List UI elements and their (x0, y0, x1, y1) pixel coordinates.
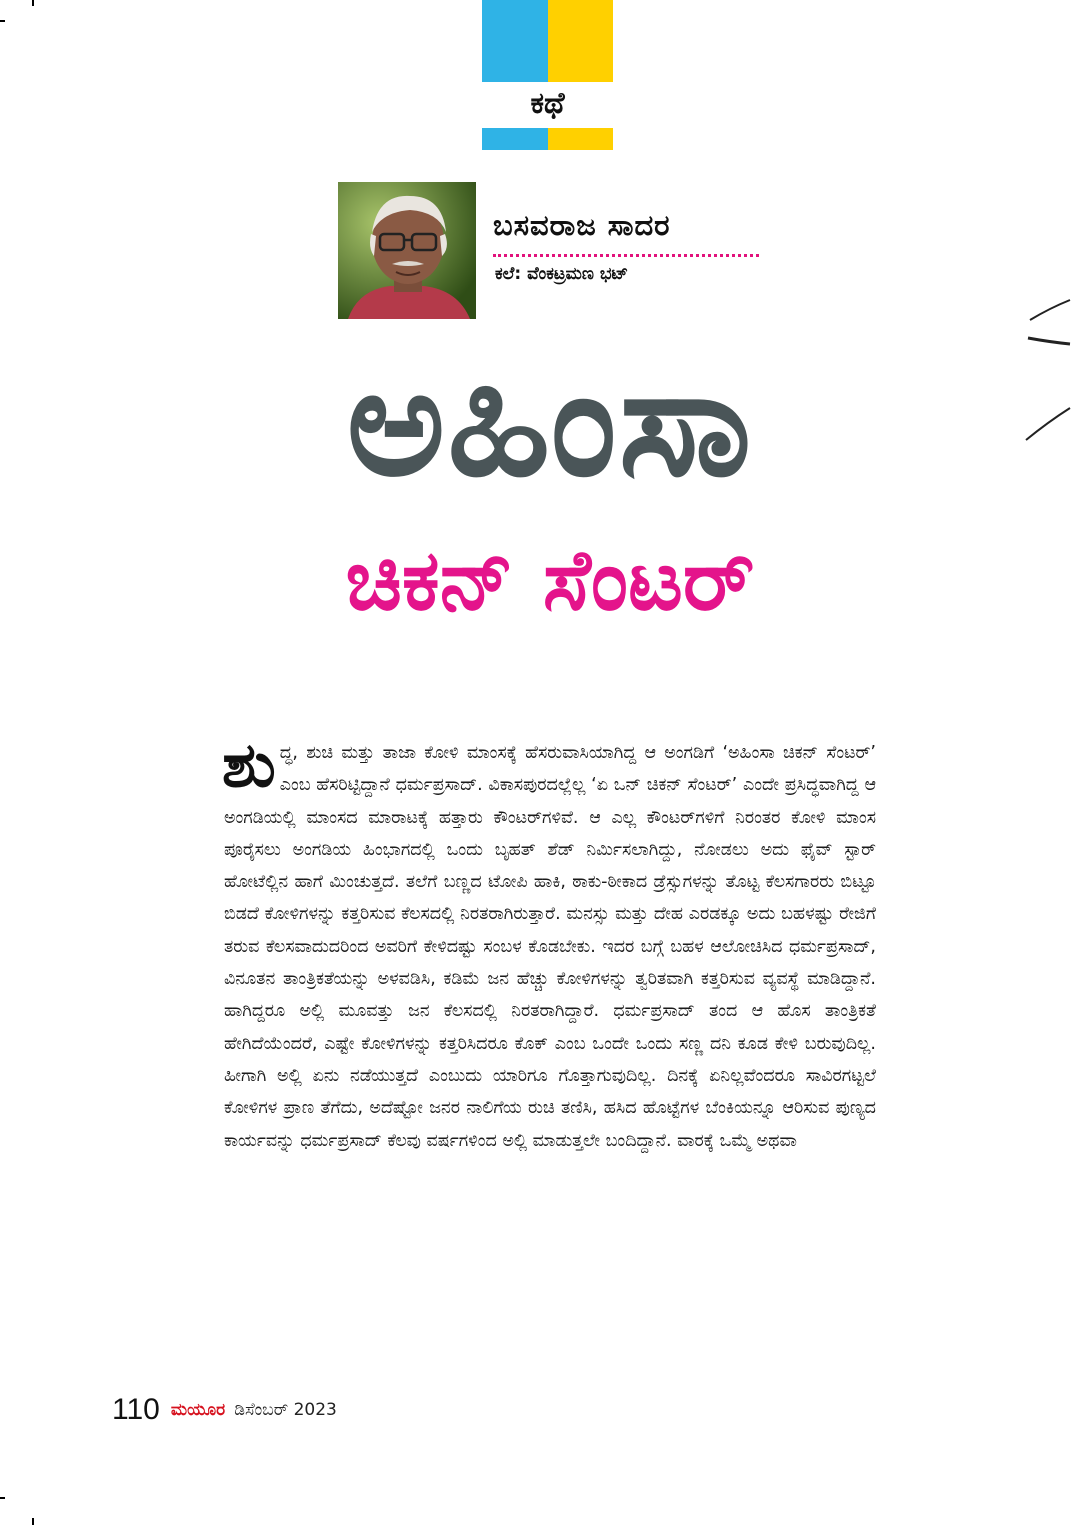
magazine-logo: ಮಯೂರ (170, 1400, 226, 1420)
crop-mark-top-left (0, 20, 5, 22)
crop-mark-bottom-left (0, 1497, 5, 1499)
story-subtitle: ಚಿಕನ್ ಸೆಂಟರ್ (345, 531, 755, 629)
article-body (222, 728, 876, 1157)
section-tag-yellow-strip (548, 128, 613, 150)
section-tag-yellow-block (548, 0, 613, 82)
page-number: 110 (112, 1393, 160, 1426)
story-title: ಅಹಿಂಸಾ (346, 334, 754, 510)
section-tag (482, 0, 613, 150)
author-name: ಬಸವರಾಜ ಸಾದರ (493, 208, 671, 242)
section-tag-blue-block (482, 0, 548, 82)
edge-sketch-lines (1020, 290, 1072, 450)
author-portrait-image (338, 182, 476, 319)
section-tag-blue-strip (482, 128, 548, 150)
author-photo (338, 182, 476, 319)
byline-divider (493, 254, 759, 257)
crop-mark-bottom-center (32, 1518, 34, 1525)
section-label: ಕಥೆ (482, 82, 613, 126)
article-paragraph: ದ್ಧ, ಶುಚಿ ಮತ್ತು ತಾಜಾ ಕೋಳಿ ಮಾಂಸಕ್ಕೆ ಹೆಸರುವಾಸಿಯಾಗಿದ್ದ ಆ ಅಂಗಡಿಗೆ ‘ಅಹಿಂಸಾ ಚಿಕನ್ ಸೆಂಟರ್’ ಎಂಬ ಹೆಸರಿಟ್ಟಿದ್ದಾನೆ ಧರ್ಮಪ್ರಸಾದ್. ವಿಕಾಸಪುರದಲ್ಲೆಲ್ಲ ‘ಏ ಒನ್ ಚಿಕನ್ ಸೆಂಟರ್’ ಎಂದೇ ಪ್ರಸಿದ್ಧವಾಗಿದ್ದ ಆ ಅಂಗಡಿಯಲ್ಲಿ ಮಾಂಸದ ಮಾರಾಟಕ್ಕೆ ಹತ್ತಾರು ಕೌಂಟರ್‌ಗಳಿವೆ. ಆ ಎಲ್ಲ ಕೌಂಟರ್‌ಗಳಿಗೆ ನಿರಂತರ ಕೋಳಿ ಮಾಂಸ ಪೂರೈಸಲು ಅಂಗಡಿಯ ಹಿಂಭಾಗದಲ್ಲಿ ಒಂದು ಬೃಹತ್ ಶೆಡ್ ನಿರ್ಮಿಸಲಾಗಿದ್ದು, ನೋಡಲು ಅದು ಫೈವ್ ಸ್ಟಾರ್ ಹೋಟೆಲ್ಲಿನ ಹಾಗೆ ಮಿಂಚುತ್ತದೆ. ತಲೆಗೆ ಬಣ್ಣದ ಟೋಪಿ ಹಾಕಿ, ಠಾಕು-ಠೀಕಾದ ಡ್ರೆಸ್ಸುಗಳನ್ನು ತೊಟ್ಟ ಕೆಲಸಗಾರರು ಬಿಟ್ಟೂ ಬಿಡದೆ ಕೋಳಿಗಳನ್ನು ಕತ್ತರಿಸುವ ಕೆಲಸದಲ್ಲಿ ನಿರತರಾಗಿರುತ್ತಾರೆ. ಮನಸ್ಸು ಮತ್ತು ದೇಹ ಎರಡಕ್ಕೂ ಅದು ಬಹಳಷ್ಟು ರೇಜಿಗೆ ತರುವ ಕೆಲಸವಾದುದರಿಂದ ಅವರಿಗೆ ಕೇಳಿದಷ್ಟು ಸಂಬಳ ಕೊಡಬೇಕು. ಇದರ ಬಗ್ಗೆ ಬಹಳ ಆಲೋಚಿಸಿದ ಧರ್ಮಪ್ರಸಾದ್, ವಿನೂತನ ತಾಂತ್ರಿಕತೆಯನ್ನು ಅಳವಡಿಸಿ, ಕಡಿಮೆ ಜನ ಹೆಚ್ಚು ಕೋಳಿಗಳನ್ನು ತ್ವರಿತವಾಗಿ ಕತ್ತರಿಸುವ ವ್ಯವಸ್ಥೆ ಮಾಡಿದ್ದಾನೆ. ಹಾಗಿದ್ದರೂ ಅಲ್ಲಿ ಮೂವತ್ತು ಜನ ಕೆಲಸದಲ್ಲಿ ನಿರತರಾಗಿದ್ದಾರೆ. ಧರ್ಮಪ್ರಸಾದ್ ತಂದ ಆ ಹೊಸ ತಾಂತ್ರಿಕತೆ ಹೇಗಿದೆಯೆಂದರೆ, ಎಷ್ಟೇ ಕೋಳಿಗಳನ್ನು ಕತ್ತರಿಸಿದರೂ ಕೊಕ್ ಎಂಬ ಒಂದೇ ಒಂದು ಸಣ್ಣ ದನಿ ಕೂಡ ಕೇಳಿ ಬರುವುದಿಲ್ಲ. ಹೀಗಾಗಿ ಅಲ್ಲಿ ಏನು ನಡೆಯುತ್ತದೆ ಎಂಬುದು ಯಾರಿಗೂ ಗೊತ್ತಾಗುವುದಿಲ್ಲ. ದಿನಕ್ಕೆ ಏನಿಲ್ಲವೆಂದರೂ ಸಾವಿರಗಟ್ಟಲೆ ಕೋಳಿಗಳ ಪ್ರಾಣ ತೆಗೆದು, ಅದೆಷ್ಟೋ ಜನರ ನಾಲಿಗೆಯ ರುಚಿ ತಣಿಸಿ, ಹಸಿದ ಹೊಟ್ಟೆಗಳ ಬೆಂಕಿಯನ್ನೂ ಆರಿಸುವ ಪುಣ್ಯದ ಕಾರ್ಯವನ್ನು ಧರ್ಮಪ್ರಸಾದ್ ಕೆಲವು ವರ್ಷಗಳಿಂದ ಅಲ್ಲಿ ಮಾಡುತ್ತಲೇ ಬಂದಿದ್ದಾನೆ. ವಾರಕ್ಕೆ ಒಮ್ಮೆ ಅಥವಾ (224, 743, 876, 1151)
drop-cap: ಶು (222, 728, 276, 801)
issue-date: ಡಿಸೆಂಬರ್ 2023 (234, 1400, 337, 1420)
crop-mark-top-center (32, 0, 34, 6)
illustrator-credit: ಕಲೆ: ವೆಂಕಟ್ರಮಣ ಭಟ್ (495, 264, 629, 284)
page-footer (112, 1393, 337, 1433)
